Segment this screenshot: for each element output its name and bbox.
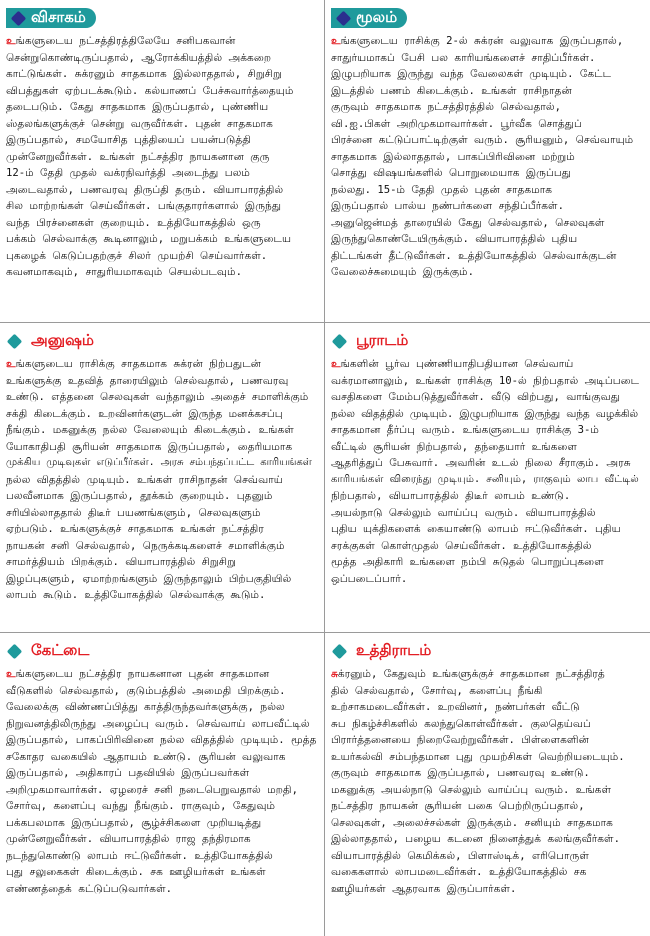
section-body: [331, 356, 643, 587]
section-pooradam: [325, 323, 650, 633]
text-line: உங்களுடைய ராசிக்கு சாதகமாக சுக்ரன் நிற்பதுடன்: [6, 358, 261, 370]
section-body: [6, 356, 317, 604]
text-line: புகழைக் கெடுப்பதற்குச் சிலர் முயற்சி செய்வார்கள்.: [6, 249, 268, 262]
diamond-icon: [336, 10, 352, 26]
text-line: பக்கபலமாக இருப்பதால், சூழ்ச்சிகளை முறியடித்து: [6, 816, 262, 829]
drop-letter: உ: [6, 358, 16, 370]
text-line: மூத்த அதிகாரி உங்களை நம்பி சுடுதல் பொறுப்புகளை: [331, 556, 604, 568]
text-line: விபத்துகள் ஏற்படக்கூடும். கல்யாணப் பேச்சுவார்த்தையும்: [6, 84, 294, 97]
section-header: [6, 6, 317, 30]
text-line: உங்களுடைய நட்சத்திரத்திலேயே சனிபகவான்: [6, 35, 236, 47]
drop-letter: சு: [331, 668, 338, 680]
drop-letter: உ: [6, 35, 16, 47]
text-line: சில மாற்றங்கள் செய்வீர்கள். பங்குதாரர்களால் இருந்து: [6, 200, 282, 212]
drop-letter: உ: [331, 358, 341, 370]
text-line: புதிய யுக்திகளைக் கையாண்டு லாபம் ஈட்டுவீர்கள். புதிய: [331, 523, 621, 535]
text-line: பக்கம் செல்வாக்கு கூடினாலும், மறுபக்கம் உங்களுடைய: [6, 233, 292, 245]
text-line: திட்டங்கள் தீட்டுவீர்கள். உத்தியோகத்தில் செல்வாக்குடன்: [331, 249, 617, 262]
text-line: வந்த பிரச்னைகள் குறையும். உத்தியோகத்தில் ஒரு: [6, 216, 261, 229]
section-anusham: [0, 323, 325, 633]
section-body: [331, 666, 643, 897]
text-line: வி.ஐ.பிகள் அறிமுகமாவார்கள். பூர்வீக சொத்துப்: [331, 117, 582, 130]
text-line: இருப்பதால், பாகப்பிரிவினை நல்ல விதத்தில் முடியும். மூத்த: [6, 734, 317, 746]
diamond-icon: [11, 10, 27, 26]
text-line: தடைபடும். கேது சாதகமாக இருப்பதால், புண்ணிய: [6, 101, 269, 113]
text-line: காட்டுங்கள். சுக்ரனும் சாதகமாக இல்லாததால், சிறுசிறு: [6, 68, 282, 80]
text-line: இருந்துகொண்டேயிருக்கும். வியாபாரத்தில் புதிய: [331, 233, 578, 245]
title-banner: [6, 8, 96, 28]
title-banner: [331, 8, 407, 28]
text-line: சொத்து விஷயங்களில் பொறுமையாக இருப்பது: [331, 167, 571, 179]
text-line: அயல்நாடு செல்லும் வாய்ப்பு வரும். வியாபாரத்தில்: [331, 506, 596, 519]
text-line: உற்சாகமடைவீர்கள். உறவினர், நண்பர்கள் வீட்டு: [331, 701, 580, 713]
text-line: கவனமாகவும், சாதுரியமாகவும் செயல்படவும்.: [6, 266, 242, 278]
text-line: உயர்கல்வி சம்பந்தமான புது முயற்சிகள் வெற்றியடையும்.: [331, 750, 625, 763]
text-line: புது சலுகைகள் கிடைக்கும். சக ஊழியர்கள் உங்கள்: [6, 866, 266, 878]
text-line: நிறுவனத்திலிருந்து அழைப்பு வரும். செவ்வாய் லாபவீட்டில்: [6, 717, 310, 730]
section-kettai: [0, 633, 325, 936]
text-line: சாமர்த்தியம் பிறக்கும். வியாபாரத்தில் சிறுசிறு: [6, 556, 236, 568]
text-line: தில் செல்வதால், சோர்வு, களைப்பு நீங்கி: [331, 684, 543, 697]
text-line: சகோதர வகையில் ஆதாயம் உண்டு. சூரியன் வலுவாக: [6, 750, 286, 763]
drop-letter: உ: [331, 35, 341, 47]
text-line: லாபம் கூடும். உத்தியோகத்தில் செல்வாக்கு கூடும்.: [6, 589, 266, 601]
text-line: இடத்தில் பணம் கிடைக்கும். உங்கள் ராசிநாதன்: [331, 84, 572, 97]
text-line: முன்னேறுவீர்கள். வியாபாரத்தில் ராஜ தந்திரமாக: [6, 833, 251, 845]
text-line: அடைவதால், பணவரவு திருப்தி தரும். வியாபாரத்தில்: [6, 183, 284, 196]
text-line: வக்ரமானாலும், உங்கள் ராசிக்கு 10-ல் நிற்பதால் அடிப்படை: [331, 374, 640, 387]
text-line: சாதுர்யமாகப் பேசி பல காரியங்களைச் சாதிப்பீர்கள்.: [331, 51, 596, 64]
text-line: குருவும் சாதகமாக இருப்பதால், பணவரவு உண்டு.: [331, 767, 590, 779]
section-body: [6, 33, 317, 281]
text-line: ஏற்படும். உங்களுக்குச் சாதகமாக உங்கள் நட்சத்திர: [6, 523, 264, 535]
text-line: சாதகமான தீர்ப்பு வரும். உங்களுடைய ராசிக்கு 3-ம்: [331, 424, 599, 436]
section-body: [6, 666, 317, 897]
text-line: இருப்பதால், சமயோசித புத்தியைப் பயன்படுத்தி: [6, 134, 251, 146]
section-header: [6, 329, 317, 353]
text-line: வீட்டில் சூரியன் நிற்பதால், தந்தையார் உங்களை: [331, 440, 577, 453]
text-line: 12-ம் தேதி முதல் வக்ரநிவர்த்தி அடைந்து பலம்: [6, 167, 250, 179]
text-line: நல்ல விதத்தில் முடியும். இழுபறியாக இருந்து வந்த வழக்கில்: [331, 407, 639, 420]
text-line: உங்களுடைய ராசிக்கு 2-ல் சுக்ரன் வலுவாக இருப்பதால்,: [331, 35, 624, 47]
text-line: சக்தி கிடைக்கும். உறவினர்களுடன் இருந்த மனக்கசப்பு: [6, 407, 283, 420]
text-line: முன்னேறுவீர்கள். உங்கள் நட்சத்திர நாயகனான குரு: [6, 150, 270, 163]
section-title: கேட்டை: [31, 641, 90, 659]
section-uthiradam: [325, 633, 650, 936]
text-line: இழுபறியாக இருந்து வந்த வேலைகள் முடியும். கேட்ட: [331, 68, 611, 80]
text-line: எண்ணத்தைக் கட்டுப்படுவார்கள்.: [6, 882, 173, 895]
section-title: பூராடம்: [356, 331, 409, 349]
text-line: நல்லது. 15-ம் தேதி முதல் புதன் சாதகமாக: [331, 183, 553, 196]
text-line: முக்கிய முடிவுகள் எடுப்பீர்கள். அரசு சம்பந்தப்பட்ட காரியங்கள்: [6, 457, 312, 468]
section-visakam: [0, 0, 325, 323]
text-line: இருப்பதால், அதிகாரப் பதவியில் இருப்பவர்கள்: [6, 767, 250, 779]
section-title: அனுஷம்: [31, 331, 94, 349]
text-line: அறிமுகமாவார்கள். ஏழரைச் சனி நடைபெறுவதால் மறதி,: [6, 783, 298, 796]
text-line: பலவீனமாக இருப்பதால், தூக்கம் குறையும். புதனும்: [6, 490, 273, 502]
diamond-icon: [332, 333, 348, 349]
text-line: சுக்ரனும், கேதுவும் உங்களுக்குச் சாதகமான நட்சத்திரத்: [331, 668, 605, 680]
section-title: மூலம்: [356, 8, 398, 26]
text-line: நட்சத்திர நாயகன் சூரியன் பகை பெற்றிருப்பதால்,: [331, 800, 585, 812]
text-line: மகனுக்கு அயல்நாடு செல்லும் வாய்ப்பு வரும். உங்கள்: [331, 783, 611, 796]
section-header: [331, 6, 643, 30]
text-line: சாதகமாக இல்லாததால், பாகப்பிரிவினை மற்றும்: [331, 150, 575, 163]
text-line: உங்களுக்கு உதவித் தாரையிலும் செல்வதால், பணவரவு: [6, 374, 289, 387]
text-line: உண்டு. எத்தனை செலவுகள் வந்தாலும் அதைச் சமாளிக்கும்: [6, 391, 309, 403]
section-header: [331, 639, 643, 663]
text-line: பிரச்னை கட்டுப்பாட்டிற்குள் வரும். சூரியனும், செவ்வாயும்: [331, 134, 634, 146]
text-line: நல்ல விதத்தில் முடியும். உங்கள் ராசிநாதன் செவ்வாய்: [6, 473, 283, 486]
text-line: பிரார்த்தனையை நிறைவேற்றுவீர்கள். பிள்ளைகளின்: [331, 734, 589, 746]
text-line: ஒப்படைப்பார்.: [331, 572, 408, 585]
text-line: வசதிகளை மேம்படுத்துவீர்கள். வீடு விற்பது, வாங்குவது: [331, 391, 620, 403]
section-moolam: [325, 0, 650, 323]
text-line: நாயகன் சனி செல்வதால், நெருக்கடிகளைச் சமாளிக்கும்: [6, 539, 285, 552]
text-line: காரியங்கள் விரைந்து முடியும். சனியும், ராகுவும் லாப வீட்டில்: [331, 473, 639, 485]
text-line: உங்களுடைய நட்சத்திர நாயகனான புதன் சாதகமான: [6, 668, 270, 680]
diamond-icon: [7, 643, 23, 659]
text-line: சென்றுகொண்டிருப்பதால், ஆரோக்கியத்தில் அக்கறை: [6, 51, 272, 64]
text-line: நீங்கும். மகனுக்கு நல்ல வேலையும் கிடைக்கும். உங்கள்: [6, 424, 294, 436]
text-line: உங்களின் பூர்வ புண்ணியாதிபதியான செவ்வாய்: [331, 358, 574, 370]
text-line: அனுஜென்மத் தாரையில் கேது செல்வதால், செலவுகள்: [331, 216, 605, 229]
text-line: குருவும் சாதகமாக நட்சத்திரத்தில் செல்வதால்,: [331, 101, 562, 113]
text-line: இருப்பதால் பால்ய நண்பர்களை சந்திப்பீர்கள்.: [331, 200, 564, 212]
text-line: ஸ்தலங்களுக்குச் சென்று வருவீர்கள். புதன் சாதகமாக: [6, 117, 273, 130]
text-line: ஆதரித்துப் பேசுவார். அவரின் உடல் நிலை சீராகும். அரசு: [331, 457, 631, 469]
section-body: [331, 33, 643, 281]
text-line: வேலைச்சுமையும் இருக்கும்.: [331, 266, 474, 278]
diamond-icon: [332, 643, 348, 659]
text-line: சோர்வு, களைப்பு வந்து நீங்கும். ராகுவும், கேதுவும்: [6, 800, 275, 812]
section-header: [331, 329, 643, 353]
text-line: யோகாதிபதி சூரியன் சாதகமாக இருப்பதால், தைரியமாக: [6, 440, 293, 453]
text-line: சரியில்லாததால் திடீர் பயணங்களும், செலவுகளும்: [6, 506, 261, 519]
text-line: வீடுகளில் செல்வதால், குடும்பத்தில் அமைதி பிறக்கும்.: [6, 684, 286, 697]
text-line: நிற்பதால், வியாபாரத்தில் திடீர் லாபம் உண்டு.: [331, 490, 571, 502]
text-line: இழப்புகளும், ஏமாற்றங்களும் இருந்தாலும் பிற்பகுதியில்: [6, 572, 292, 585]
text-line: செலவுகள், அலைச்சல்கள் இருக்கும். சனியும் சாதகமாக: [331, 816, 613, 829]
section-title: உத்திராடம்: [356, 641, 432, 659]
text-line: வேலைக்கு விண்ணப்பித்து காத்திருந்தவர்களுக்கு, நல்ல: [6, 701, 285, 713]
drop-letter: உ: [6, 668, 16, 680]
text-line: வகைகளால் லாபமடைவீர்கள். உத்தியோகத்தில் சக: [331, 866, 587, 878]
section-header: [6, 639, 317, 663]
text-line: சரக்குகள் கொள்முதல் செய்வீர்கள். உத்தியோகத்தில்: [331, 539, 592, 552]
diamond-icon: [7, 333, 23, 349]
text-line: இல்லாததால், பழைய கடனை நினைத்துக் கலங்குவீர்கள்.: [331, 833, 620, 845]
section-title: விசாகம்: [31, 8, 86, 26]
text-line: வியாபாரத்தில் கெமிக்கல், பிளாஸ்டிக், எரிபொருள்: [331, 849, 589, 862]
text-line: நடந்துகொண்டு லாபம் ஈட்டுவீர்கள். உத்தியோகத்தில்: [6, 849, 273, 862]
text-line: சுப நிகழ்ச்சிகளில் கலந்துகொள்வீர்கள். குலதெய்வப்: [331, 717, 591, 730]
text-line: ஊழியர்கள் ஆதரவாக இருப்பார்கள்.: [331, 882, 517, 895]
